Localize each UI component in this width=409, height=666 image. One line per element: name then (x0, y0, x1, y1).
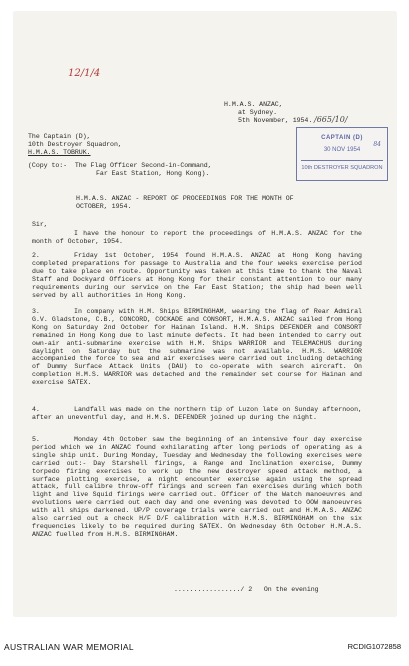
paragraph-3-number: 3. (32, 308, 40, 315)
stamp-number: 84 (373, 141, 381, 148)
stamp-unit: 10th DESTROYER SQUADRON (301, 165, 383, 171)
addressee-line-2: 10th Destroyer Squadron, (28, 141, 122, 148)
letterhead-date: 5th November, 1954. (238, 117, 313, 124)
archive-id: RCDIG1072858 (347, 642, 401, 651)
paragraph-4: Landfall was made on the northern tip of Luzon late on Sunday afternoon, after an uneventful day, and H.M.S. DEFENDER joined up during the night. (32, 406, 362, 421)
stamp-title: CAPTAIN (D) (321, 135, 363, 141)
letterhead-location: at Sydney. (238, 109, 278, 116)
copy-to-line-2: Far East Station, Hong Kong). (96, 170, 210, 177)
received-stamp (296, 127, 388, 181)
addressee-line-1: The Captain (D), (28, 133, 91, 140)
document-page (14, 12, 396, 616)
copy-to-line-1: (Copy to:- The Flag Officer Second-in-Command, (28, 162, 212, 169)
file-reference: /665/10/ (314, 115, 348, 124)
paragraph-1: I have the honour to report the proceedings of H.M.A.S. ANZAC for the month of October, 1954. (32, 230, 362, 245)
paragraph-2: Friday 1st October, 1954 found H.M.A.S. ANZAC at Hong Kong having completed preparations for passage to Australia and the four weeks exercise period due to take place en route. Opportunity was taken at this time to thank the Naval Staff and Dockyard Officers at Hong Kong for their constant attention to our many requirements during our service on the Far East Station; the ship had been well served by all authorities in Hong Kong. (32, 252, 362, 299)
subject-line: H.M.A.S. ANZAC - REPORT OF PROCEEDINGS FOR THE MONTH OF OCTOBER, 1954. (76, 195, 294, 210)
stamp-date: 30 NOV 1954 (323, 147, 361, 153)
paragraph-3: In company with H.M. Ships BIRMINGHAM, wearing the flag of Rear Admiral G.V. Gladstone, C.B., CONCORD, COCKADE and CONSORT, H.M.A.S. ANZAC sailed from Hong Kong on Saturday 2nd October for Hainan Island. H.M. Ships DEFENDER and CONSORT remained in Hong Kong due to last minute defects. It had been intended to carry out own-air anti-submarine exercise with H.M. Ships WARRIOR and TELEMACHUS during daylight on Saturday but the submarine was not available. H.M.S. WARRIOR accompanied the force to sea and air exercises were carried out including detaching of Dummy Surface Attack Units (DAU) to co-operate with search aircraft. On completion H.M.S. WARRIOR was detached and the remainder set course for Hainan and exercise SATEX. (32, 308, 362, 387)
stamp-rule (301, 160, 383, 161)
letterhead-ship: H.M.A.S. ANZAC, (224, 101, 283, 108)
addressee-line-3: H.M.A.S. TOBRUK. (28, 149, 91, 156)
paragraph-5-number: 5. (32, 436, 40, 443)
handwritten-reference: 12/1/4 (68, 68, 101, 79)
archive-footer (0, 629, 409, 666)
salutation: Sir, (32, 221, 48, 228)
paragraph-2-number: 2. (32, 252, 40, 259)
archive-name: AUSTRALIAN WAR MEMORIAL (4, 642, 134, 652)
continuation-line: ................./ 2 On the evening (174, 586, 319, 593)
paragraph-4-number: 4. (32, 406, 40, 413)
paragraph-5: Monday 4th October saw the beginning of an intensive four day exercise period which we in ANZAC found exhilarating after long periods of operating as a single ship unit. During Monday, Tuesday and Wednesday the following exercises were carried out:- Day Starshell firings, a Range and Inclination exercise, Dummy torpedo firing exercises to work up the new destroyer speed attack method, a surface plotting exercise, a night encounter exercise again using the spread attack, full calibre throw-off firings and screen fan exercises during which both light and live Squid firings were carried out. Officer of the Watch manoeuvres and evolutions were carried out each day and one evening was devoted to OOW manoeuvres with all ships darkened. UP/P coverage trials were carried out and H.M.A.S. ANZAC also carried out a check H/F D/F calibration with H.M.S. BIRMINGHAM on the six frequencies likely to be required during SATEX. On Wednesday 6th October H.M.A.S. ANZAC fuelled from H.M.S. BIRMINGHAM. (32, 436, 362, 538)
